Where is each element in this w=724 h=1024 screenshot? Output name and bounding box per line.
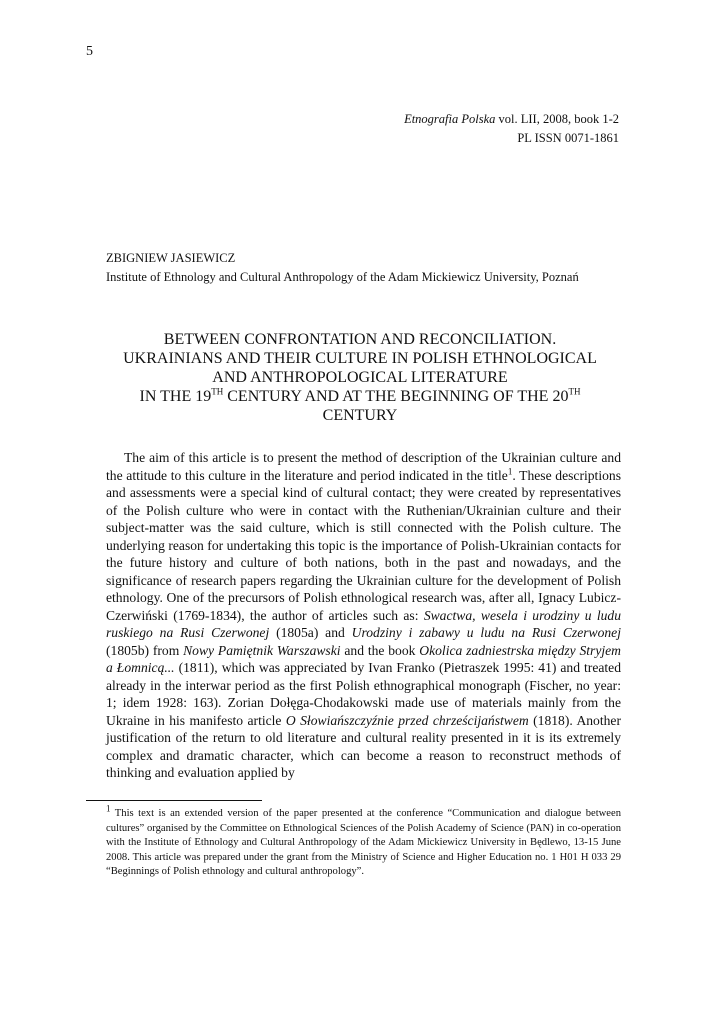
cited-title: Urodziny i zabawy u ludu na Rusi Czerwonej: [351, 625, 621, 640]
title-line-4: [80, 387, 640, 406]
text-span: (1805b) from: [106, 642, 184, 658]
cited-title: Swactwa, wesela i urodziny u ludu ruskiego na Rusi Czerwonej: [106, 607, 621, 640]
footnote: [106, 803, 621, 880]
cited-title: Nowy Pamiętnik Warszawski: [183, 642, 341, 658]
title-line-1: BETWEEN CONFRONTATION AND RECONCILIATION.: [163, 331, 557, 348]
author-block: [106, 249, 579, 287]
text-span: and the book: [340, 642, 420, 658]
paragraph: [106, 449, 621, 782]
cited-title: O Słowiańszczyźnie przed chrześcijaństwem: [285, 712, 529, 728]
journal-header: [404, 110, 619, 148]
text-span: (1811), which was appreciated by Ivan Franko (Pietraszek 1995: 41) and treated already in the interwar period as the first Polish ethnographical monograph (Fischer, no year: 1; idem 1928: 163). Zorian Dołęga-Chodakowski made use of materials mainly from the Ukraine in his manifesto article: [106, 660, 622, 728]
title-sup-1: TH: [211, 386, 224, 397]
journal-citation: [404, 110, 619, 129]
text-span: . These descriptions and assessments were a special kind of cultural contact; they were created by representatives of the Polish culture who were in contact with the Ruthenian/Ukrainian culture and their subject-matter was the said culture, which is still connected with the Polish culture. The underlying reason for undertaking this topic is the importance of Polish-Ukrainian contacts for the future history and culture of both nations, both in the past and nowadays, and the significance of research papers regarding the Ukrainian culture for the development of Polish ethnology. One of the precursors of Polish ethnological research was, after all, Ignacy Lubicz-Czerwiński (1769-1834), the author of articles such as:: [106, 467, 621, 623]
title-line-5: CENTURY: [322, 407, 398, 424]
footnote-number: 1: [106, 803, 111, 814]
page-number: 5: [86, 44, 93, 59]
footnote-text: This text is an extended version of the paper presented at the conference “Communication and dialogue between cultures” organised by the Committee on Ethnological Sciences of the Polish Academy of Science (PAN) in co-operation with the Institute of Ethnology and Cultural Anthropology of the Adam Mickiewicz University in Będlewo, 13-15 June 2008. This article was prepared under the grant from the Ministry of Science and Higher Education no. 1 H01 H 033 29 “Beginnings of Polish ethnology and cultural anthropology”.: [106, 808, 621, 878]
author-affiliation: Institute of Ethnology and Cultural Anthropology of the Adam Mickiewicz University, Poznań: [106, 270, 579, 284]
article-title: [80, 330, 640, 425]
journal-name: Etnografia Polska: [404, 112, 496, 126]
title-line-2: UKRAINIANS AND THEIR CULTURE IN POLISH ETHNOLOGICAL: [123, 350, 597, 367]
footnote-ref: 1: [507, 465, 513, 476]
body-text: [106, 449, 621, 782]
text-span: (1818). Another justification of the return to old literature and cultural reality presented in it is its extremely complex and dramatic character, which can become a reason to reconstruct methods of thinking and evaluation applied by: [106, 712, 621, 780]
text-span: (1805a) and: [269, 625, 352, 640]
title-line-4a: IN THE 19: [139, 388, 212, 405]
footnote-divider: [86, 800, 262, 801]
text-span: The aim of this article is to present the method of description of the Ukrainian culture and the attitude to this culture in the literature and period indicated in the title: [106, 450, 621, 483]
title-line-3: AND ANTHROPOLOGICAL LITERATURE: [212, 369, 508, 386]
title-line-4b: CENTURY AND AT THE BEGINNING OF THE 20: [223, 388, 569, 405]
cited-title: Okolica zadniestrska między Stryjem a Łomnicą...: [106, 642, 621, 675]
title-sup-2: TH: [568, 386, 581, 397]
author-name: ZBIGNIEW JASIEWICZ: [106, 251, 236, 265]
journal-info: vol. LII, 2008, book 1-2: [495, 112, 619, 126]
journal-issn: PL ISSN 0071-1861: [517, 131, 619, 145]
